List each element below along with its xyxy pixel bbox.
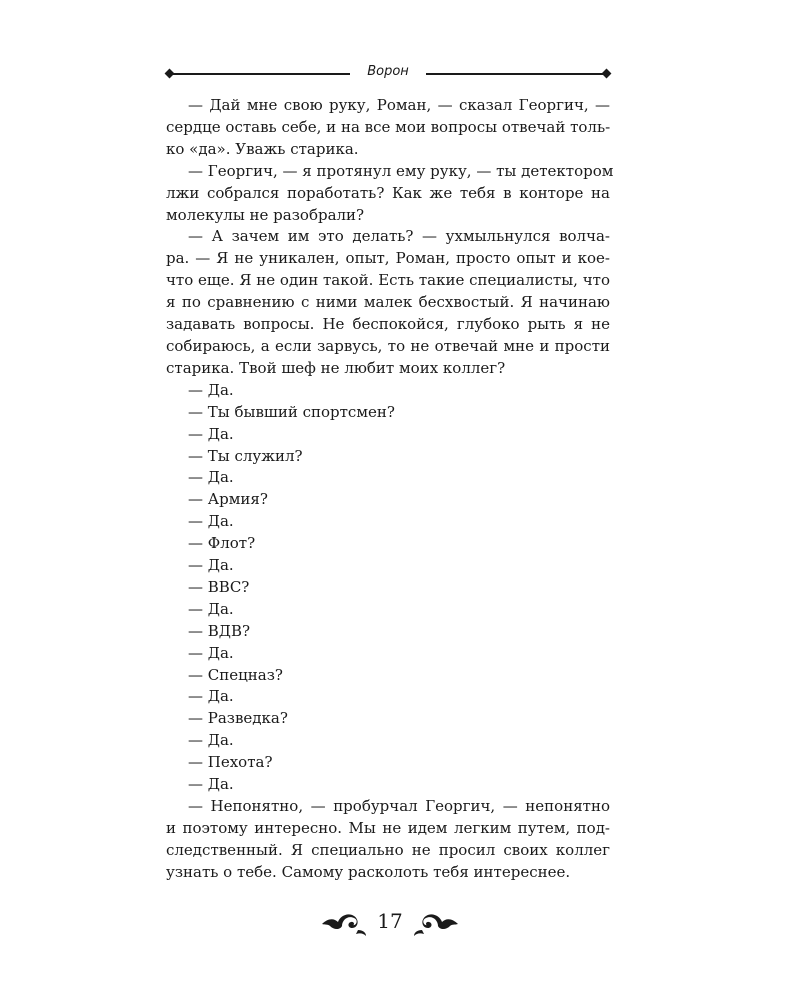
dialogue-line: — Да.: [188, 468, 234, 487]
running-header: [166, 62, 610, 86]
dialogue-line: — Да.: [188, 512, 234, 531]
page-folio: [320, 900, 460, 946]
text-line: молекулы не разобрали?: [166, 205, 365, 224]
text-line: и поэтому интересно. Мы не идем легким путем, под-: [166, 818, 610, 837]
dialogue-block: [166, 380, 610, 796]
text-line: лжи собрался поработать? Как же тебя в конторе на: [166, 183, 610, 202]
text-line: что еще. Я не один такой. Есть такие специалисты, что: [166, 271, 610, 290]
dialogue-line: — Спецназ?: [188, 665, 283, 684]
dialogue-line: — Да.: [188, 556, 234, 575]
text-line: ко «да». Уважь старика.: [166, 139, 359, 158]
dialogue-line: — Да.: [188, 775, 234, 794]
dialogue-line: — Пехота?: [188, 753, 273, 772]
running-title: Ворон: [367, 64, 409, 79]
dialogue-line: — Разведка?: [188, 709, 288, 728]
dialogue-line: — Да.: [188, 424, 234, 443]
text-line: старика. Твой шеф не любит моих коллег?: [166, 358, 506, 377]
dialogue-line: — Да.: [188, 643, 234, 662]
body-text: [166, 95, 614, 884]
dialogue-line: — ВВС?: [188, 577, 250, 596]
page-number: 17: [377, 909, 403, 933]
text-line: я по сравнению с ними малек бесхвостый. Я начинаю: [166, 293, 610, 312]
paragraph: [166, 226, 610, 379]
dialogue-line: — Да.: [188, 599, 234, 618]
right-flourish-icon: [412, 908, 460, 938]
paragraph: [166, 161, 614, 227]
text-line: — Георгич, — я протянул ему руку, — ты детектором: [188, 161, 614, 180]
dialogue-line: — Да.: [188, 380, 234, 399]
dialogue-line: — Ты бывший спортсмен?: [188, 402, 395, 421]
text-line: — Дай мне свою руку, Роман, — сказал Георгич, —: [188, 96, 610, 114]
paragraph: [166, 796, 610, 884]
dialogue-line: — Армия?: [188, 490, 268, 509]
dialogue-line: — Да.: [188, 731, 234, 750]
dialogue-line: — Флот?: [188, 534, 256, 553]
dialogue-line: — Да.: [188, 687, 234, 706]
text-line: — А зачем им это делать? — ухмыльнулся волча-: [188, 227, 610, 246]
dialogue-line: — ВДВ?: [188, 621, 251, 640]
text-line: узнать о тебе. Самому расколоть тебя интереснее.: [166, 862, 571, 881]
header-rule-right: [426, 73, 606, 75]
text-line: сердце оставь себе, и на все мои вопросы отвечай толь-: [166, 117, 611, 136]
paragraph: [166, 95, 610, 161]
dialogue-line: — Ты служил?: [188, 446, 303, 465]
text-line: — Непонятно, — пробурчал Георгич, — непонятно: [188, 797, 610, 815]
text-line: собираюсь, а если зарвусь, то не отвечай мне и прости: [166, 336, 610, 355]
text-line: следственный. Я специально не просил своих коллег: [166, 840, 610, 859]
text-line: ра. — Я не уникален, опыт, Роман, просто опыт и кое-: [166, 249, 610, 268]
text-line: задавать вопросы. Не беспокойся, глубоко рыть я не: [166, 315, 610, 334]
